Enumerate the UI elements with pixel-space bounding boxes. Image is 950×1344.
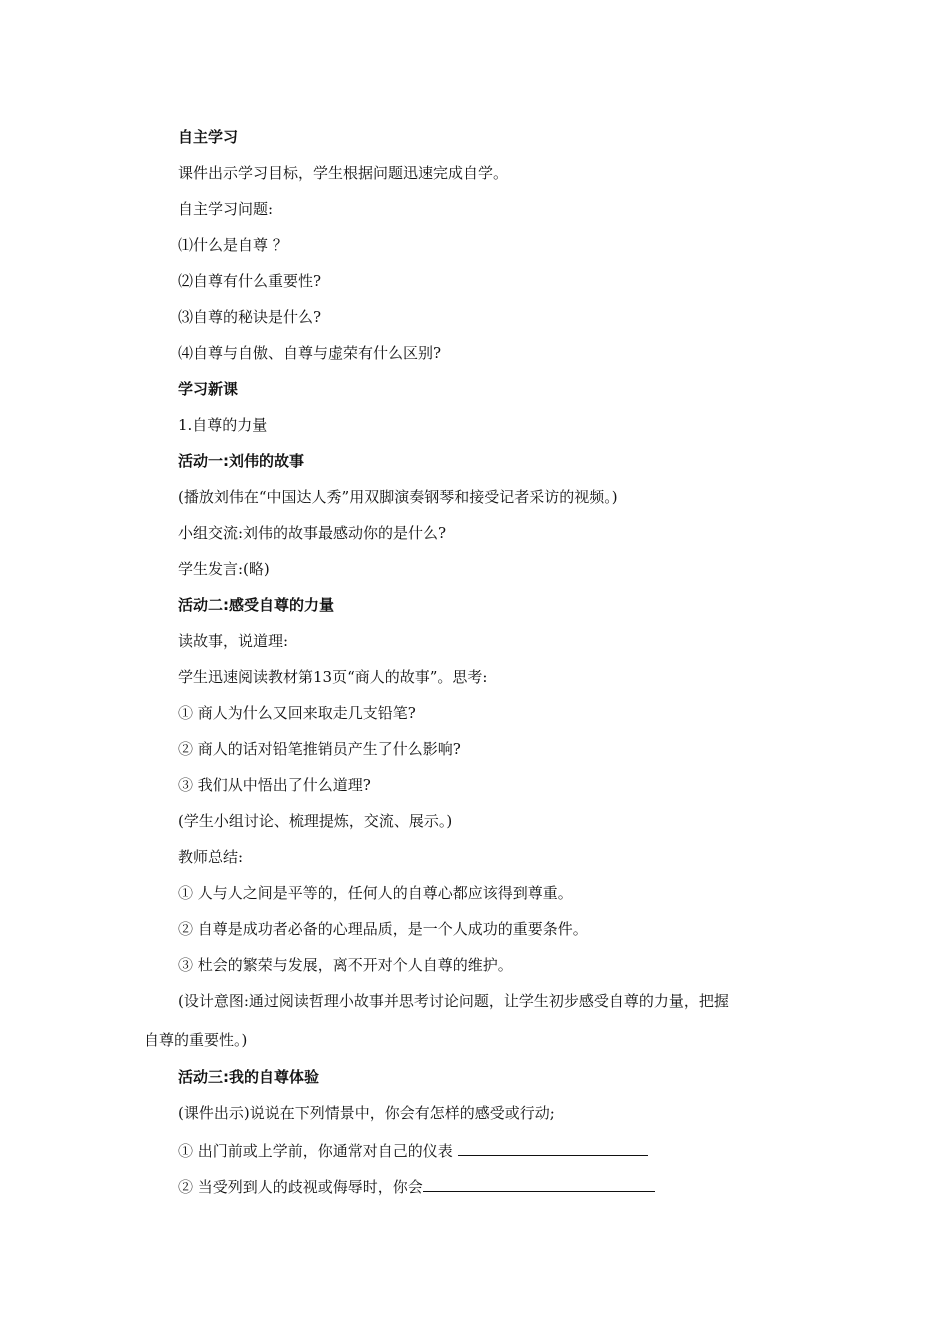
heading-new-lesson: 学习新课 [178,380,239,398]
paragraph: (课件出示)说说在下列情景中，你会有怎样的感受或行动; [178,1104,555,1122]
fill-in-prompt: ② 当受列到人的歧视或侮辱时，你会 [178,1178,423,1196]
paragraph: 学生发言:(略) [178,560,270,578]
list-item: ③ 杜会的繁荣与发展，离不开对个人自尊的维护。 [178,956,513,974]
list-item: ② 商人的话对铅笔推销员产生了什么影响? [178,740,461,758]
section-title: 1.自尊的力量 [178,416,268,434]
list-item: ② 自尊是成功者必备的心理品质，是一个人成功的重要条件。 [178,920,588,938]
question-item: ⑶自尊的秘诀是什么? [178,308,322,326]
list-item: ① 人与人之间是平等的，任何人的自尊心都应该得到尊重。 [178,884,573,902]
list-item: ③ 我们从中悟出了什么道理? [178,776,371,794]
paragraph: 学生迅速阅读教材第13页“商人的故事”。思考: [178,668,488,686]
fill-in-item [178,1175,655,1197]
question-item: ⑵自尊有什么重要性? [178,272,322,290]
answer-blank[interactable] [458,1139,648,1156]
question-item: ⑴什么是自尊 ？ [178,236,288,254]
paragraph: 教师总结: [178,848,244,866]
paragraph: (播放刘伟在“中国达人秀”用双脚演奏钢琴和接受记者采访的视频。) [178,488,618,506]
fill-in-item [178,1139,648,1161]
question-item: ⑷自尊与自傲、自尊与虚荣有什么区别? [178,344,442,362]
paragraph: 读故事，说道理: [178,632,289,650]
paragraph: (学生小组讨论、梳理提炼，交流、展示。) [178,812,453,830]
paragraph: 自主学习问题: [178,200,274,218]
paragraph: 小组交流:刘伟的故事最感动你的是什么? [178,524,447,542]
heading-activity-2: 活动二:感受自尊的力量 [178,596,334,614]
paragraph: (设计意图:通过阅读哲理小故事并思考讨论问题，让学生初步感受自尊的力量，把握 [178,992,729,1010]
paragraph: 课件出示学习目标，学生根据问题迅速完成自学。 [178,164,509,182]
paragraph-continuation: 自尊的重要性。) [144,1031,248,1049]
fill-in-prompt: ① 出门前或上学前，你通常对自己的仪表 [178,1142,458,1160]
answer-blank[interactable] [423,1175,655,1192]
heading-activity-1: 活动一:刘伟的故事 [178,452,304,470]
list-item: ① 商人为什么又回来取走几支铅笔? [178,704,416,722]
heading-self-study: 自主学习 [178,128,239,146]
heading-activity-3: 活动三:我的自尊体验 [178,1068,319,1086]
